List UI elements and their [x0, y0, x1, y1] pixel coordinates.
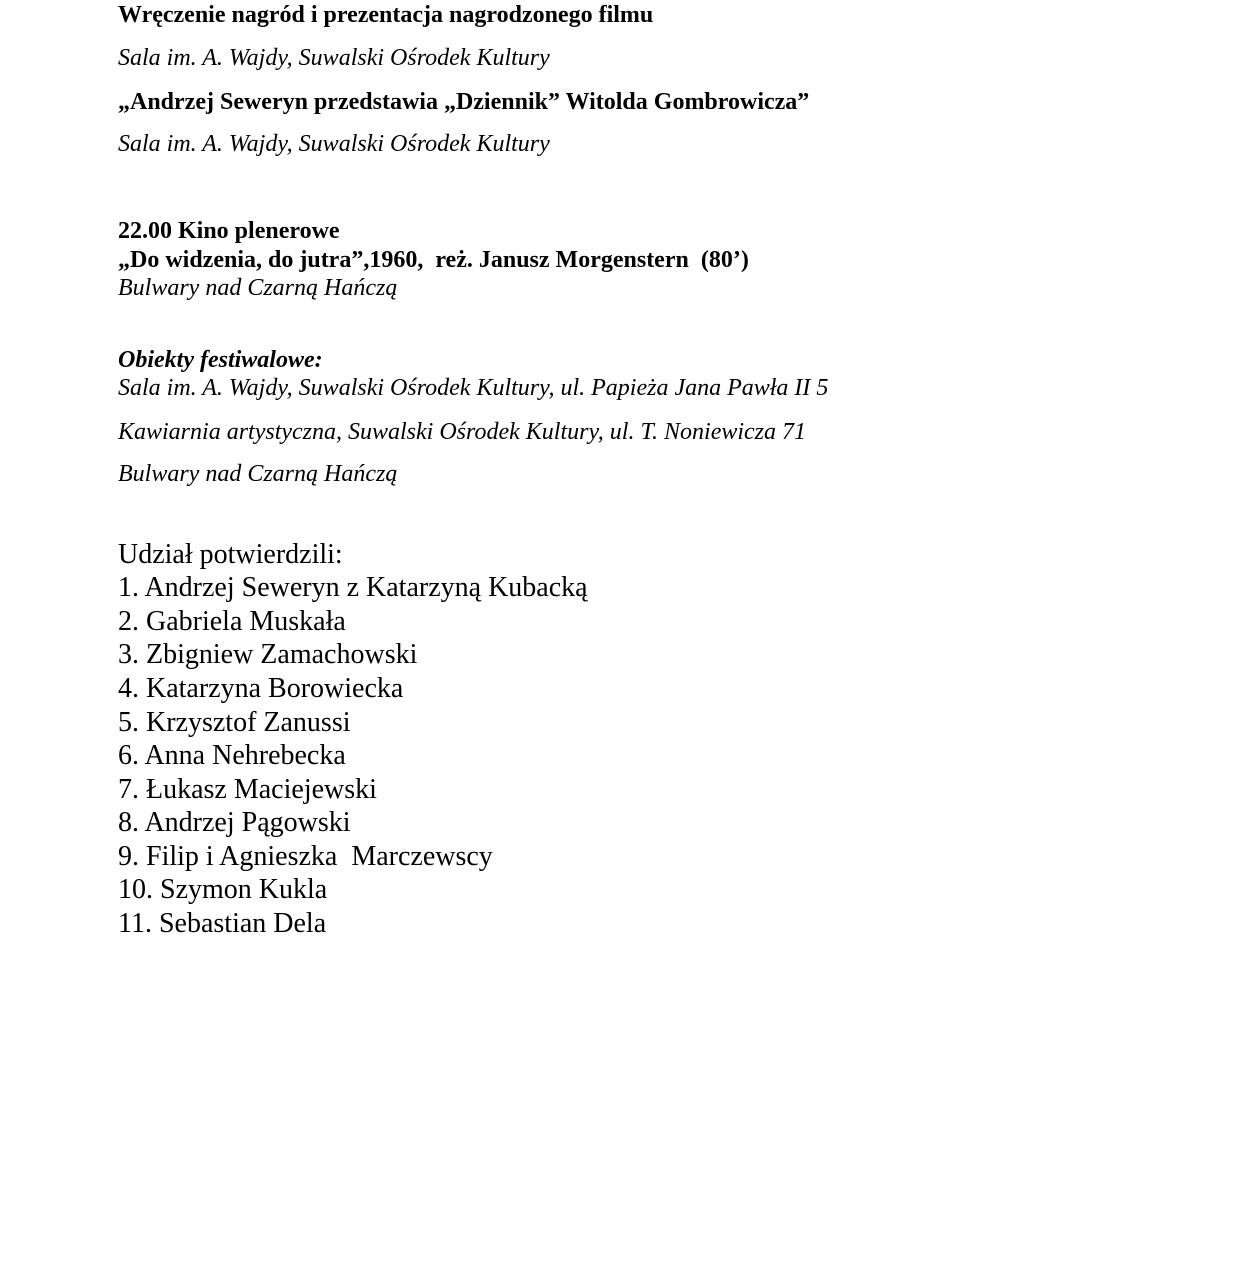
venue-item: Kawiarnia artystyczna, Suwalski Ośrodek Kultury, ul. T. Noniewicza 71	[118, 419, 807, 445]
event-venue-awards: Sala im. A. Wajdy, Suwalski Ośrodek Kultury	[118, 45, 550, 71]
guest-item: 10. Szymon Kukla	[118, 874, 328, 905]
event-title-awards: Wręczenie nagród i prezentacja nagrodzonego filmu	[118, 2, 654, 28]
event-venue-seweryn: Sala im. A. Wajdy, Suwalski Ośrodek Kultury	[118, 131, 550, 157]
guest-item: 5. Krzysztof Zanussi	[118, 707, 351, 738]
guest-item: 8. Andrzej Pągowski	[118, 807, 351, 838]
guests-heading: Udział potwierdzili:	[118, 539, 343, 570]
outdoor-cinema-venue: Bulwary nad Czarną Hańczą	[118, 275, 398, 301]
guest-item: 7. Łukasz Maciejewski	[118, 774, 377, 805]
venue-item: Sala im. A. Wajdy, Suwalski Ośrodek Kultury, ul. Papieża Jana Pawła II 5	[118, 375, 829, 401]
event-title-seweryn: „Andrzej Seweryn przedstawia „Dziennik” Witolda Gombrowicza”	[118, 89, 810, 115]
guest-item: 3. Zbigniew Zamachowski	[118, 639, 418, 670]
guest-item: 11. Sebastian Dela	[118, 908, 327, 939]
guest-item: 9. Filip i Agnieszka Marczewscy	[118, 841, 493, 872]
venue-item: Bulwary nad Czarną Hańczą	[118, 461, 398, 487]
guest-item: 2. Gabriela Muskała	[118, 606, 346, 637]
guest-item: 1. Andrzej Seweryn z Katarzyną Kubacką	[118, 572, 588, 603]
guest-item: 4. Katarzyna Borowiecka	[118, 673, 404, 704]
venues-heading: Obiekty festiwalowe:	[118, 347, 323, 373]
guest-item: 6. Anna Nehrebecka	[118, 740, 346, 771]
outdoor-cinema-film: „Do widzenia, do jutra”,1960, reż. Janusz Morgenstern (80’)	[118, 247, 749, 273]
outdoor-cinema-heading: 22.00 Kino plenerowe	[118, 218, 340, 244]
